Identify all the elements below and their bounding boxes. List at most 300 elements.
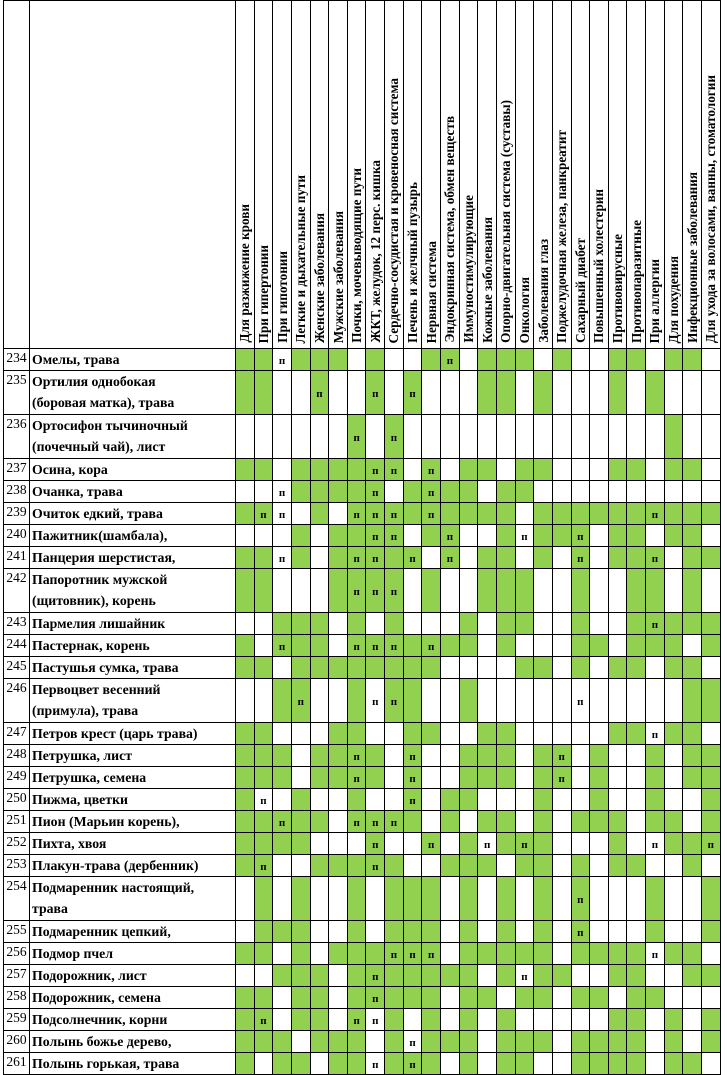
indication-cell — [273, 877, 292, 921]
indication-cell-marked — [236, 657, 255, 679]
indication-cell-marked — [273, 1053, 292, 1075]
indication-cell-marked — [422, 349, 441, 371]
indication-cell — [515, 635, 534, 657]
indication-cell-marked — [496, 525, 515, 547]
indication-cell — [385, 745, 404, 767]
indication-cell-marked — [478, 349, 497, 371]
indication-cell-marked — [683, 855, 702, 877]
indication-cell-marked — [496, 767, 515, 789]
column-header — [646, 1, 665, 349]
herb-name-line: Подмор пчел — [32, 946, 114, 961]
indication-cell-marked — [459, 833, 478, 855]
mark-symbol: п — [651, 508, 659, 521]
indication-cell-marked — [515, 1031, 534, 1053]
indication-cell-marked — [273, 965, 292, 987]
indication-cell — [329, 635, 348, 657]
indication-cell-marked — [515, 943, 534, 965]
indication-cell-marked — [646, 877, 665, 921]
indication-cell-marked — [478, 547, 497, 569]
indication-cell — [702, 657, 721, 679]
mark-symbol: п — [428, 640, 435, 653]
indication-cell-marked — [478, 723, 497, 745]
indication-cell-marked — [403, 943, 422, 965]
mark-symbol: п — [372, 585, 379, 598]
row-number: 258 — [4, 987, 30, 1009]
indication-cell-marked — [534, 943, 553, 965]
indication-cell-marked — [347, 679, 366, 723]
indication-cell — [646, 943, 665, 965]
indication-cell-marked — [459, 679, 478, 723]
indication-cell — [702, 1053, 721, 1075]
indication-cell-marked — [310, 371, 329, 415]
table-row — [4, 767, 721, 789]
indication-cell — [664, 371, 683, 415]
indication-cell — [403, 525, 422, 547]
indication-cell — [534, 635, 553, 657]
indication-cell-marked — [702, 767, 721, 789]
indication-cell — [236, 679, 255, 723]
herb-name-line: Подсолнечник, корни — [32, 1012, 168, 1027]
indication-cell — [683, 811, 702, 833]
indication-cell-marked — [329, 1031, 348, 1053]
indication-cell — [291, 855, 310, 877]
indication-cell — [646, 657, 665, 679]
indication-cell-marked — [291, 613, 310, 635]
indication-cell-marked — [366, 481, 385, 503]
indication-cell — [627, 877, 646, 921]
indication-cell-marked — [329, 547, 348, 569]
indication-cell — [273, 481, 292, 503]
indication-cell-marked — [534, 503, 553, 525]
mark-symbol: п — [372, 486, 379, 499]
indication-cell-marked — [515, 855, 534, 877]
row-number: 248 — [4, 745, 30, 767]
herb-name-line: Панцерия шерстистая, — [32, 550, 176, 565]
indication-cell — [627, 745, 646, 767]
herb-name — [30, 613, 236, 635]
indication-cell — [702, 415, 721, 459]
indication-cell — [627, 415, 646, 459]
column-header-label: Женские заболевания — [311, 212, 327, 343]
indication-cell-marked — [236, 459, 255, 481]
mark-symbol: п — [297, 695, 304, 708]
indication-cell — [236, 965, 255, 987]
indication-cell-marked — [236, 1031, 255, 1053]
indication-cell — [590, 525, 609, 547]
table-row — [4, 943, 721, 965]
mark-symbol: п — [278, 640, 286, 653]
herb-name — [30, 965, 236, 987]
mark-symbol: п — [390, 530, 398, 543]
herb-name — [30, 745, 236, 767]
indication-cell — [310, 943, 329, 965]
column-header-label: Опорно-двигательная система (суставы) — [498, 100, 514, 343]
indication-cell-marked — [683, 569, 702, 613]
column-header — [515, 1, 534, 349]
indication-cell-marked — [347, 811, 366, 833]
mark-symbol: п — [372, 838, 379, 851]
column-header — [291, 1, 310, 349]
herb-name-line: (почечный чай), лист — [32, 439, 166, 454]
indication-cell-marked — [534, 767, 553, 789]
indication-cell-marked — [236, 767, 255, 789]
indication-cell-marked — [403, 1053, 422, 1075]
mark-symbol: п — [390, 816, 398, 829]
indication-cell — [664, 921, 683, 943]
indication-cell-marked — [702, 745, 721, 767]
indication-cell — [552, 1009, 571, 1031]
indication-cell-marked — [441, 547, 460, 569]
mark-symbol: п — [260, 1014, 267, 1027]
herb-name-line: Петров крест (царь трава) — [32, 726, 198, 741]
header-name-cell — [30, 1, 236, 349]
indication-cell-marked — [422, 459, 441, 481]
indication-cell — [515, 547, 534, 569]
indication-cell-marked — [291, 877, 310, 921]
indication-cell — [496, 415, 515, 459]
indication-cell-marked — [590, 943, 609, 965]
indication-cell — [552, 481, 571, 503]
indication-cell — [571, 349, 590, 371]
column-header-label: Заболевания глаз — [535, 239, 551, 343]
column-header — [366, 1, 385, 349]
indication-cell — [515, 371, 534, 415]
indication-cell — [664, 745, 683, 767]
mark-symbol: п — [428, 486, 435, 499]
indication-cell-marked — [347, 503, 366, 525]
indication-cell-marked — [273, 921, 292, 943]
mark-symbol: п — [353, 750, 360, 763]
indication-cell — [608, 987, 627, 1009]
indication-cell-marked — [646, 547, 665, 569]
indication-cell-marked — [702, 877, 721, 921]
indication-cell-marked — [478, 987, 497, 1009]
row-number: 249 — [4, 767, 30, 789]
mark-symbol: п — [558, 750, 565, 763]
indication-cell-marked — [590, 1053, 609, 1075]
indication-cell-marked — [571, 943, 590, 965]
indication-cell — [664, 789, 683, 811]
indication-cell-marked — [385, 415, 404, 459]
mark-symbol: п — [372, 387, 379, 400]
indication-cell-marked — [627, 503, 646, 525]
herb-name — [30, 789, 236, 811]
herb-name-line: Очиток едкий, трава — [32, 506, 163, 521]
table-row — [4, 349, 721, 371]
indication-cell-marked — [608, 723, 627, 745]
indication-cell-marked — [385, 569, 404, 613]
herb-name — [30, 1009, 236, 1031]
indication-cell — [254, 481, 273, 503]
indication-cell — [441, 371, 460, 415]
indication-cell — [627, 789, 646, 811]
indication-cell — [515, 503, 534, 525]
column-header-label: Эндокринная система, обмен веществ — [442, 116, 458, 343]
indication-cell — [646, 965, 665, 987]
indication-cell-marked — [552, 767, 571, 789]
indication-cell-marked — [608, 1009, 627, 1031]
indication-cell — [646, 1053, 665, 1075]
indication-cell-marked — [571, 987, 590, 1009]
indication-cell-marked — [608, 811, 627, 833]
indication-cell — [366, 723, 385, 745]
indication-cell-marked — [236, 745, 255, 767]
indication-cell-marked — [385, 459, 404, 481]
indication-cell-marked — [646, 767, 665, 789]
indication-cell — [310, 569, 329, 613]
indication-cell — [571, 833, 590, 855]
mark-symbol: п — [372, 992, 379, 1005]
indication-cell — [590, 481, 609, 503]
indication-cell-marked — [329, 569, 348, 613]
indication-cell-marked — [422, 1031, 441, 1053]
indication-cell-marked — [310, 1009, 329, 1031]
indication-cell — [702, 525, 721, 547]
indication-cell — [646, 481, 665, 503]
indication-cell-marked — [702, 1009, 721, 1031]
indication-cell — [329, 811, 348, 833]
indication-cell-marked — [590, 987, 609, 1009]
indication-cell-marked — [627, 613, 646, 635]
indication-cell — [310, 547, 329, 569]
indication-cell — [664, 679, 683, 723]
indication-cell — [291, 569, 310, 613]
indication-cell — [347, 349, 366, 371]
indication-cell-marked — [366, 767, 385, 789]
indication-cell — [366, 1031, 385, 1053]
indication-cell-marked — [254, 723, 273, 745]
column-header — [702, 1, 721, 349]
indication-cell — [459, 525, 478, 547]
mark-symbol: п — [372, 552, 379, 565]
indication-cell-marked — [347, 481, 366, 503]
indication-cell — [329, 789, 348, 811]
indication-cell-marked — [608, 459, 627, 481]
indication-cell — [515, 811, 534, 833]
indication-cell-marked — [496, 481, 515, 503]
indication-cell-marked — [254, 657, 273, 679]
table-body — [4, 349, 721, 1075]
mark-symbol: п — [577, 926, 584, 939]
mark-symbol: п — [409, 772, 416, 785]
indication-cell-marked — [291, 547, 310, 569]
indication-cell — [702, 943, 721, 965]
indication-cell — [664, 569, 683, 613]
indication-cell-marked — [236, 987, 255, 1009]
indication-cell-marked — [422, 503, 441, 525]
column-header — [329, 1, 348, 349]
indication-cell — [590, 877, 609, 921]
indication-cell — [273, 415, 292, 459]
mark-symbol: п — [278, 816, 286, 829]
herb-name-line: Пион (Марьин корень), — [32, 814, 180, 829]
indication-cell — [236, 481, 255, 503]
mark-symbol: п — [278, 486, 286, 499]
indication-cell-marked — [329, 943, 348, 965]
indication-cell — [590, 833, 609, 855]
indication-cell — [552, 833, 571, 855]
herb-name — [30, 547, 236, 569]
column-header — [236, 1, 255, 349]
indication-cell-marked — [385, 811, 404, 833]
row-number: 252 — [4, 833, 30, 855]
indication-cell — [403, 349, 422, 371]
indication-cell-marked — [291, 1009, 310, 1031]
indication-cell — [590, 1009, 609, 1031]
indication-cell-marked — [515, 459, 534, 481]
indication-cell-marked — [534, 459, 553, 481]
indication-cell-marked — [441, 525, 460, 547]
indication-cell — [534, 1009, 553, 1031]
indication-cell — [646, 723, 665, 745]
indication-cell-marked — [422, 877, 441, 921]
herb-name-line: Омелы, трава — [32, 352, 120, 367]
indication-cell-marked — [236, 635, 255, 657]
indication-cell — [552, 789, 571, 811]
indication-cell-marked — [646, 745, 665, 767]
indication-cell-marked — [534, 987, 553, 1009]
indication-cell-marked — [571, 811, 590, 833]
mark-symbol: п — [372, 695, 379, 708]
indication-cell — [552, 679, 571, 723]
column-header — [590, 1, 609, 349]
indication-cell-marked — [291, 657, 310, 679]
indication-cell-marked — [291, 811, 310, 833]
mark-symbol: п — [521, 838, 528, 851]
herb-name — [30, 921, 236, 943]
indication-cell — [478, 613, 497, 635]
table-row — [4, 877, 721, 921]
herb-name-line: Пижма, цветки — [32, 792, 128, 807]
column-header-label: Сахарный диабет — [572, 238, 588, 343]
herbs-table — [3, 0, 721, 1075]
indication-cell-marked — [608, 547, 627, 569]
mark-symbol: п — [372, 816, 379, 829]
indication-cell — [422, 811, 441, 833]
indication-cell-marked — [366, 657, 385, 679]
indication-cell-marked — [683, 767, 702, 789]
indication-cell-marked — [291, 459, 310, 481]
indication-cell — [515, 745, 534, 767]
indication-cell-marked — [347, 1053, 366, 1075]
column-header-label: Противовирусные — [610, 233, 626, 343]
indication-cell — [608, 767, 627, 789]
indication-cell — [571, 789, 590, 811]
indication-cell-marked — [329, 723, 348, 745]
indication-cell — [590, 349, 609, 371]
mark-symbol: п — [390, 948, 398, 961]
herb-name-line: (боровая матка), трава — [32, 395, 175, 410]
indication-cell-marked — [590, 745, 609, 767]
indication-cell — [291, 415, 310, 459]
column-header — [459, 1, 478, 349]
indication-cell-marked — [310, 745, 329, 767]
column-header — [534, 1, 553, 349]
column-header — [608, 1, 627, 349]
indication-cell-marked — [608, 855, 627, 877]
indication-cell — [422, 371, 441, 415]
indication-cell-marked — [347, 459, 366, 481]
indication-cell-marked — [534, 811, 553, 833]
indication-cell-marked — [366, 569, 385, 613]
indication-cell — [422, 679, 441, 723]
indication-cell — [291, 503, 310, 525]
indication-cell-marked — [627, 349, 646, 371]
indication-cell-marked — [329, 481, 348, 503]
header-number-cell — [4, 1, 30, 349]
indication-cell-marked — [683, 679, 702, 723]
indication-cell — [664, 987, 683, 1009]
indication-cell-marked — [627, 1009, 646, 1031]
mark-symbol: п — [278, 508, 286, 521]
indication-cell-marked — [347, 569, 366, 613]
indication-cell-marked — [478, 503, 497, 525]
indication-cell-marked — [590, 767, 609, 789]
indication-cell-marked — [571, 569, 590, 613]
indication-cell-marked — [515, 349, 534, 371]
herb-name-line: Первоцвет весенний — [32, 682, 161, 697]
indication-cell-marked — [627, 459, 646, 481]
indication-cell — [441, 1053, 460, 1075]
indication-cell-marked — [366, 987, 385, 1009]
table-row — [4, 723, 721, 745]
indication-cell — [273, 987, 292, 1009]
indication-cell — [515, 525, 534, 547]
indication-cell-marked — [478, 569, 497, 613]
indication-cell — [664, 965, 683, 987]
indication-cell-marked — [254, 503, 273, 525]
indication-cell-marked — [459, 635, 478, 657]
mark-symbol: п — [651, 618, 659, 631]
indication-cell — [590, 657, 609, 679]
indication-cell — [664, 481, 683, 503]
mark-symbol: п — [353, 1014, 360, 1027]
indication-cell-marked — [608, 1031, 627, 1053]
indication-cell-marked — [664, 635, 683, 657]
indication-cell-marked — [422, 987, 441, 1009]
indication-cell — [254, 789, 273, 811]
indication-cell — [608, 679, 627, 723]
indication-cell — [478, 679, 497, 723]
indication-cell — [422, 745, 441, 767]
mark-symbol: п — [428, 464, 435, 477]
indication-cell-marked — [496, 745, 515, 767]
indication-cell — [459, 547, 478, 569]
indication-cell — [552, 459, 571, 481]
indication-cell-marked — [254, 547, 273, 569]
indication-cell-marked — [254, 1031, 273, 1053]
indication-cell-marked — [571, 855, 590, 877]
indication-cell — [702, 349, 721, 371]
indication-cell-marked — [366, 635, 385, 657]
table-row — [4, 503, 721, 525]
indication-cell — [552, 371, 571, 415]
indication-cell-marked — [683, 613, 702, 635]
header-row — [4, 1, 721, 349]
indication-cell — [441, 745, 460, 767]
indication-cell-marked — [366, 833, 385, 855]
indication-cell — [366, 1053, 385, 1075]
indication-cell-marked — [459, 1053, 478, 1075]
indication-cell — [329, 613, 348, 635]
mark-symbol: п — [577, 695, 584, 708]
indication-cell-marked — [683, 943, 702, 965]
herb-name — [30, 1031, 236, 1053]
indication-cell-marked — [496, 613, 515, 635]
table-row — [4, 459, 721, 481]
indication-cell-marked — [702, 613, 721, 635]
row-number: 236 — [4, 415, 30, 459]
